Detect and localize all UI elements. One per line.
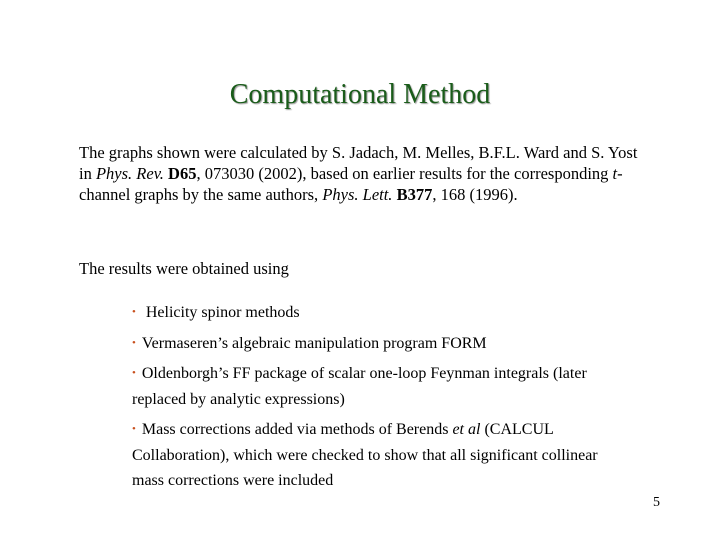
intro-text-3: -channel graphs by the same authors, <box>79 164 623 204</box>
intro-text-1: The graphs shown were calculated by S. Jadach, M. Melles, B.F.L. Ward and S. Yost in <box>79 143 638 183</box>
methods-list <box>132 300 602 499</box>
bullet-icon: • <box>132 336 136 349</box>
journal-phys-rev: Phys. Rev. <box>95 164 164 183</box>
bullet-icon: • <box>132 306 136 318</box>
journal-phys-lett: Phys. Lett. <box>322 185 393 204</box>
bullet-icon: • <box>132 423 136 435</box>
t-channel-variable: t <box>612 164 618 183</box>
bullet-icon: • <box>132 367 136 379</box>
bullet-et-al: et al <box>452 421 481 438</box>
bullet-helicity: Helicity spinor methods <box>145 304 300 321</box>
results-intro: The results were obtained using <box>79 259 289 278</box>
list-item <box>132 417 602 494</box>
intro-paragraph <box>79 142 639 205</box>
bullet-mass-text-2: (CALCUL Collaboration), which were checked to show that all significant collinear mass corrections were included <box>132 421 598 489</box>
bullet-ff-package: Oldenborgh’s FF package of scalar one-loop Feynman integrals (later replaced by analytic expressions) <box>132 365 587 408</box>
list-item <box>132 300 602 326</box>
volume-b377: B377 <box>396 185 433 204</box>
page-number: 5 <box>653 495 660 510</box>
list-item <box>132 361 602 412</box>
volume-d65: D65 <box>168 164 197 183</box>
intro-text-4: , 168 (1996). <box>432 185 518 204</box>
bullet-form: Vermaseren’s algebraic manipulation program FORM <box>141 334 487 352</box>
intro-text-2: , 073030 (2002), based on earlier results for the corresponding <box>196 164 613 183</box>
list-item <box>132 331 602 357</box>
bullet-mass-text-1: Mass corrections added via methods of Berends <box>141 421 453 438</box>
slide-title: Computational Method <box>229 79 491 110</box>
